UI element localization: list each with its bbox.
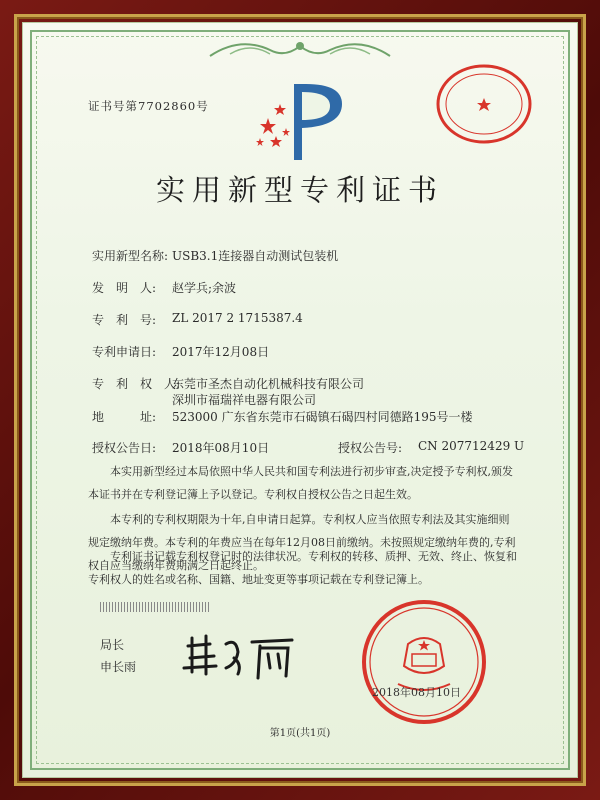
paragraph-3: 专利证书记载专利权登记时的法律状况。专利权的转移、质押、无效、终止、恢复和专利权人的姓名或名称、国籍、地址变更等事项记载在专利登记簿上。 bbox=[88, 550, 517, 586]
page-indicator: 第1页(共1页) bbox=[269, 728, 331, 739]
cnipa-logo bbox=[246, 78, 356, 164]
paragraph-2: 本专利的专利权期限为十年,自申请日起算。专利权人应当依照专利法及其实施细则规定缴纳年费。本专利的年费应当在每年12月08日前缴纳。未按照规定缴纳年费的,专利权自应当缴纳年费期满之日起终止。 bbox=[88, 513, 516, 572]
patentee-value-1: 东莞市圣杰自动化机械科技有限公司 bbox=[172, 377, 365, 391]
paragraph-1: 本实用新型经过本局依照中华人民共和国专利法进行初步审查,决定授予专利权,颁发本证书并在专利登记簿上予以登记。专利权自授权公告之日起生效。 bbox=[88, 465, 513, 501]
patent-number-label: 专 利 号: bbox=[92, 313, 157, 327]
address-value: 523000 广东省东莞市石碣镇石碣四村同德路195号一楼 bbox=[172, 410, 473, 424]
inventor-label: 发 明 人: bbox=[92, 281, 157, 295]
filing-date-value: 2017年12月08日 bbox=[172, 345, 270, 359]
barcode bbox=[100, 602, 210, 612]
filing-date-label: 专利申请日: bbox=[92, 345, 157, 359]
utility-model-name-value: USB3.1连接器自动测试包装机 bbox=[172, 249, 339, 263]
address-label: 地 址: bbox=[92, 410, 157, 424]
patentee-label: 专 利 权 人: bbox=[92, 377, 181, 391]
handwritten-signature bbox=[180, 628, 300, 688]
inventor-value: 赵学兵;余波 bbox=[172, 281, 237, 295]
grant-number-value: CN 207712429 U bbox=[418, 439, 525, 453]
seal-date: 2018年08月10日 bbox=[372, 686, 461, 699]
patentee-value-2: 深圳市福瑞祥电器有限公司 bbox=[172, 393, 317, 407]
patent-number-value: ZL 2017 2 1715387.4 bbox=[172, 311, 303, 325]
signer-name: 申长雨 bbox=[100, 660, 137, 674]
grant-number-label: 授权公告号: bbox=[338, 441, 403, 455]
certificate-number: 证书号第7702860号 bbox=[88, 99, 209, 113]
certificate-title: 实用新型专利证书 bbox=[155, 173, 444, 207]
grant-date-label: 授权公告日: bbox=[92, 441, 157, 455]
grant-date-value: 2018年08月10日 bbox=[172, 441, 270, 455]
signer-title: 局长 bbox=[100, 638, 125, 652]
utility-model-name-label: 实用新型名称: bbox=[92, 249, 169, 263]
top-ornament bbox=[200, 36, 400, 62]
official-seal bbox=[358, 596, 490, 728]
agency-seal bbox=[434, 62, 534, 146]
